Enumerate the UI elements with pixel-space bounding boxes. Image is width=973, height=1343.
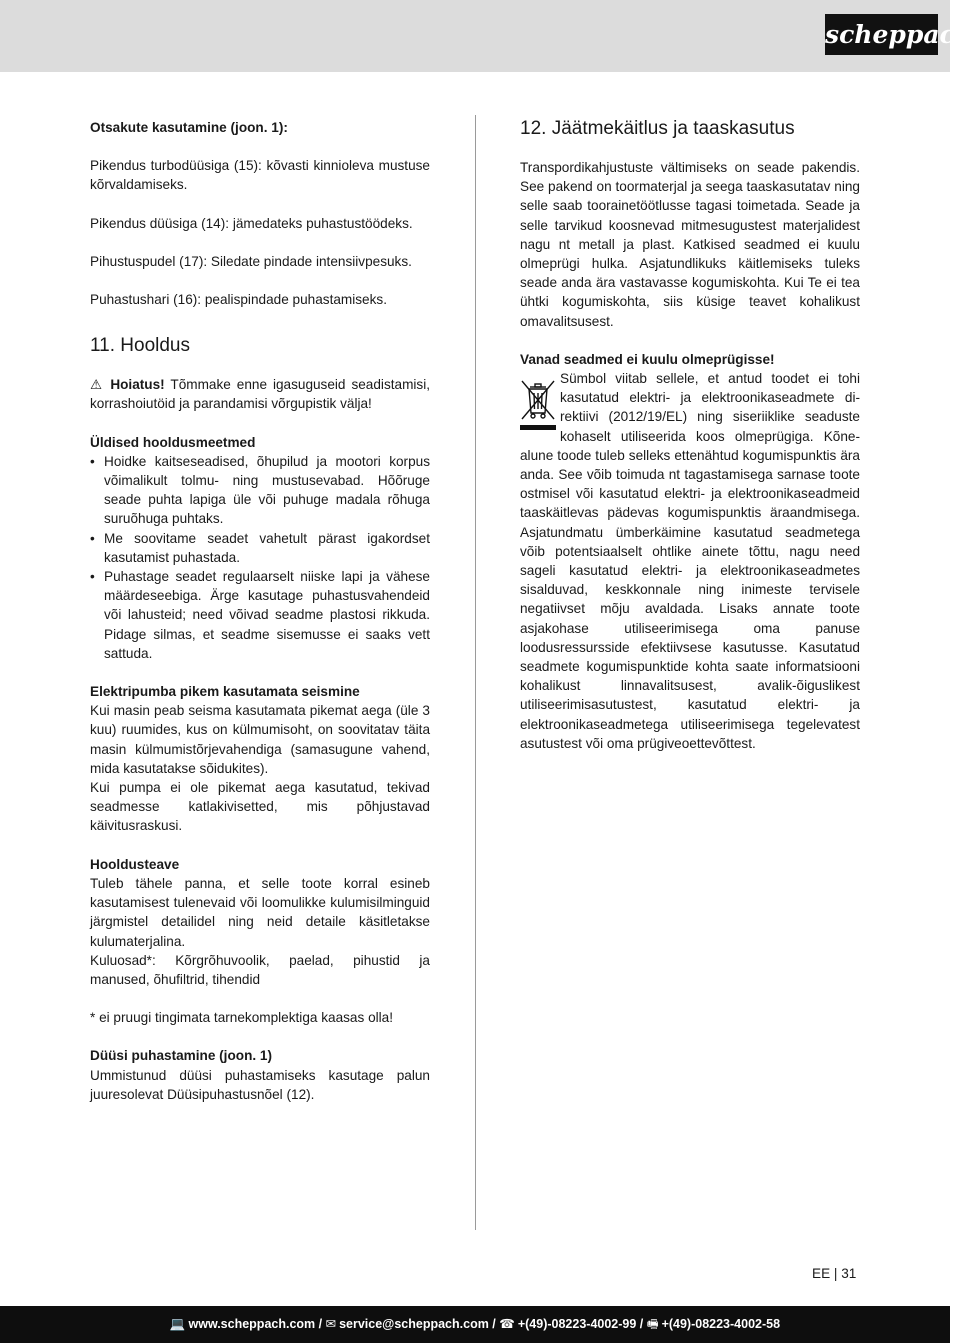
otsakute-p1: Pikendus turbodüüsiga (15): kõvasti kinnioleva mustuse kõrvaldamiseks. bbox=[90, 158, 430, 193]
column-divider bbox=[475, 115, 476, 1230]
right-column bbox=[520, 118, 860, 753]
weee-line: kasutatud elektri- ja elektroonikaseadmete di- bbox=[560, 390, 860, 406]
footer-email-link[interactable]: service@scheppach.com bbox=[339, 1317, 489, 1331]
list-item: • Me soovitame seadet vahetult pärast igakordset kasutamist puhastada. bbox=[90, 529, 430, 567]
warning-text: Tõmmake enne igasuguseid seadistamisi, korrashoiutöid ja parandamisi võrgupistik välja! bbox=[90, 377, 431, 412]
weee-block bbox=[520, 369, 860, 753]
weee-line: rektiivi (2012/19/EL) ning siseriiklike seaduste bbox=[560, 409, 860, 425]
footer-separator: / bbox=[315, 1317, 326, 1331]
footer-phone: +(49)-08223-4002-99 bbox=[517, 1317, 637, 1331]
otsakute-title: Otsakute kasutamine (joon. 1): bbox=[90, 120, 288, 135]
weee-rest-text: alune toode tuleb selleks ettenähtud kogumispunktis ära anda. See võib toimuda nt tagastamisega sarnase toote ostmisel või kasutatud elektri- ja elektroonikaseadmeid taaskäitlevas pädevas kogumispunktis äraandmisega. Asjatundmatu ümberkäimine kasutatud seadmetega võib potentsiaalselt ohtlike ainete tõttu, nagu need sageli kasutatud elektri- ja elektroonikaseadmetes sisalduvad, keskkonnale ning inimeste tervisele negatiivset mõju avaldada. Lisaks annate toote asjakohase utiliseerimisega oma panuse loodusressursside efektiivsese kasutusse. Kasutatud seadmete kogumispunktide kohta saate informatsiooni kohalikust linnavalitsusest, avalik-õiguslikest utiliseerimisasutustest, kasutatud elektri- ja elektroonikaseadmetega utiliseerimisega tegelevatest asutustest või oma prügiveoettevõttest. bbox=[520, 447, 860, 751]
footer-fax: +(49)-08223-4002-58 bbox=[661, 1317, 781, 1331]
otsakute-p3: Pihustuspudel (17): Siledate pindade intensiivpesuks. bbox=[90, 253, 412, 269]
maintenance-info-p1: Tuleb tähele panna, et selle toote korral esineb kasutamisest tulenevaid või loomulikke kulumisilminguid järgmistel detailidel ning neid detaile käsitletakse kulumaterjalina. bbox=[90, 875, 430, 949]
old-devices-title: Vanad seadmed ei kuulu olmeprügisse! bbox=[520, 351, 775, 367]
footer-separator: / bbox=[488, 1317, 500, 1331]
nozzle-cleaning-text: Ummistunud düüsi puhastamiseks kasutage palun juuresolevat Düüsipuhastusnõel (12). bbox=[90, 1067, 430, 1102]
footer-bar bbox=[0, 1306, 950, 1343]
footer-separator: / bbox=[636, 1317, 647, 1331]
pump-storage-title: Elektripumba pikem kasutamata seismine bbox=[90, 684, 360, 700]
general-maintenance-title: Üldised hooldusmeetmed bbox=[90, 434, 256, 450]
section-11-title: 11. Hooldus bbox=[90, 335, 190, 357]
maintenance-info-p2: Kuluosad*: Kõrgrõhuvoolik, paelad, pihustid ja manused, õhufiltrid, tihendid bbox=[90, 952, 430, 987]
warning-paragraph bbox=[90, 375, 430, 413]
footer-web-link[interactable]: www.scheppach.com bbox=[188, 1317, 316, 1331]
logo-text: scheppach bbox=[825, 20, 973, 49]
section-12-title: 12. Jäätmekäitlus ja taaskasutus bbox=[520, 118, 795, 139]
computer-icon: 💻 bbox=[169, 1317, 186, 1331]
fax-icon: 🖷 bbox=[646, 1317, 659, 1331]
list-item: • Hoidke kaitseseadised, õhupilud ja mootori korpus võimalikult tolmu- ning mustusevabad. Hõõruge seade puhta lapiga üle või puhuge madala rõhuga suruõhuga puhtaks. bbox=[90, 452, 430, 529]
envelope-icon: ✉ bbox=[325, 1317, 337, 1331]
crossed-out-bin-icon bbox=[520, 379, 556, 431]
weee-line: kohaselt utiliseerida koos olmeprügiga. Kõne- bbox=[560, 428, 860, 444]
warning-icon: ⚠ bbox=[90, 377, 105, 393]
phone-icon: ☎ bbox=[499, 1317, 515, 1331]
list-item: • Puhastage seadet regulaarselt niiske lapi ja vähese määrdeseebiga. Ärge kasutage puhastusvahendeid või lahusteid; need võivad seadme plastosi rikkuda. Pidage silmas, et seadme sisemusse ei saaks vett sattuda. bbox=[90, 567, 430, 663]
pump-storage-p2: Kui pumpa ei ole pikemat aega kasutatud, tekivad seadmesse katlakivisetted, mis põhjustavad käivitusraskusi. bbox=[90, 780, 430, 834]
top-bar bbox=[0, 0, 950, 72]
warning-label: Hoiatus! bbox=[110, 377, 165, 393]
weee-indented-text bbox=[520, 369, 860, 446]
left-column bbox=[90, 118, 430, 1104]
otsakute-p2: Pikendus düüsiga (14): jämedateks puhastustöödeks. bbox=[90, 215, 413, 231]
otsakute-p4: Puhastushari (16): pealispindade puhastamiseks. bbox=[90, 292, 387, 308]
scheppach-logo bbox=[825, 14, 973, 55]
maintenance-info-note: * ei pruugi tingimata tarnekomplektiga kaasas olla! bbox=[90, 1010, 394, 1026]
page-number: EE | 31 bbox=[812, 1266, 857, 1281]
weee-line: Sümbol viitab sellele, et antud toodet ei tohi bbox=[560, 371, 860, 387]
pump-storage-p1: Kui masin peab seisma kasutamata pikemat aega (üle 3 kuu) ruumides, kus on külmumisoht, on soovitatav täita masin külmumistõrjevahendiga (samasugune vahend, mida kasutatakse sõidukites). bbox=[90, 703, 430, 776]
recycling-text: Transpordikahjustuste vältimiseks on seade pakendis. See pakend on toormaterjal ja seega taaskasutatav ning selle saab toorainetöötlusse tagasi toimetada. Seade ja selle tarvikud koosnevad mitmesugustest materjalidest nagu nt metall ja plast. Katkised seadmed ei kuulu olmeprügi hulka. Asjatundlikuks käitlemiseks tuleks seade anda ära vastavasse kogumiskohta. Kui Te ei tea ühtki kogumiskohta, siis küsige teavet kohalikust omavalitsusest. bbox=[520, 160, 860, 329]
nozzle-cleaning-title: Düüsi puhastamine (joon. 1) bbox=[90, 1048, 273, 1064]
general-maintenance-list bbox=[90, 452, 430, 663]
maintenance-info-title: Hooldusteave bbox=[90, 856, 180, 872]
